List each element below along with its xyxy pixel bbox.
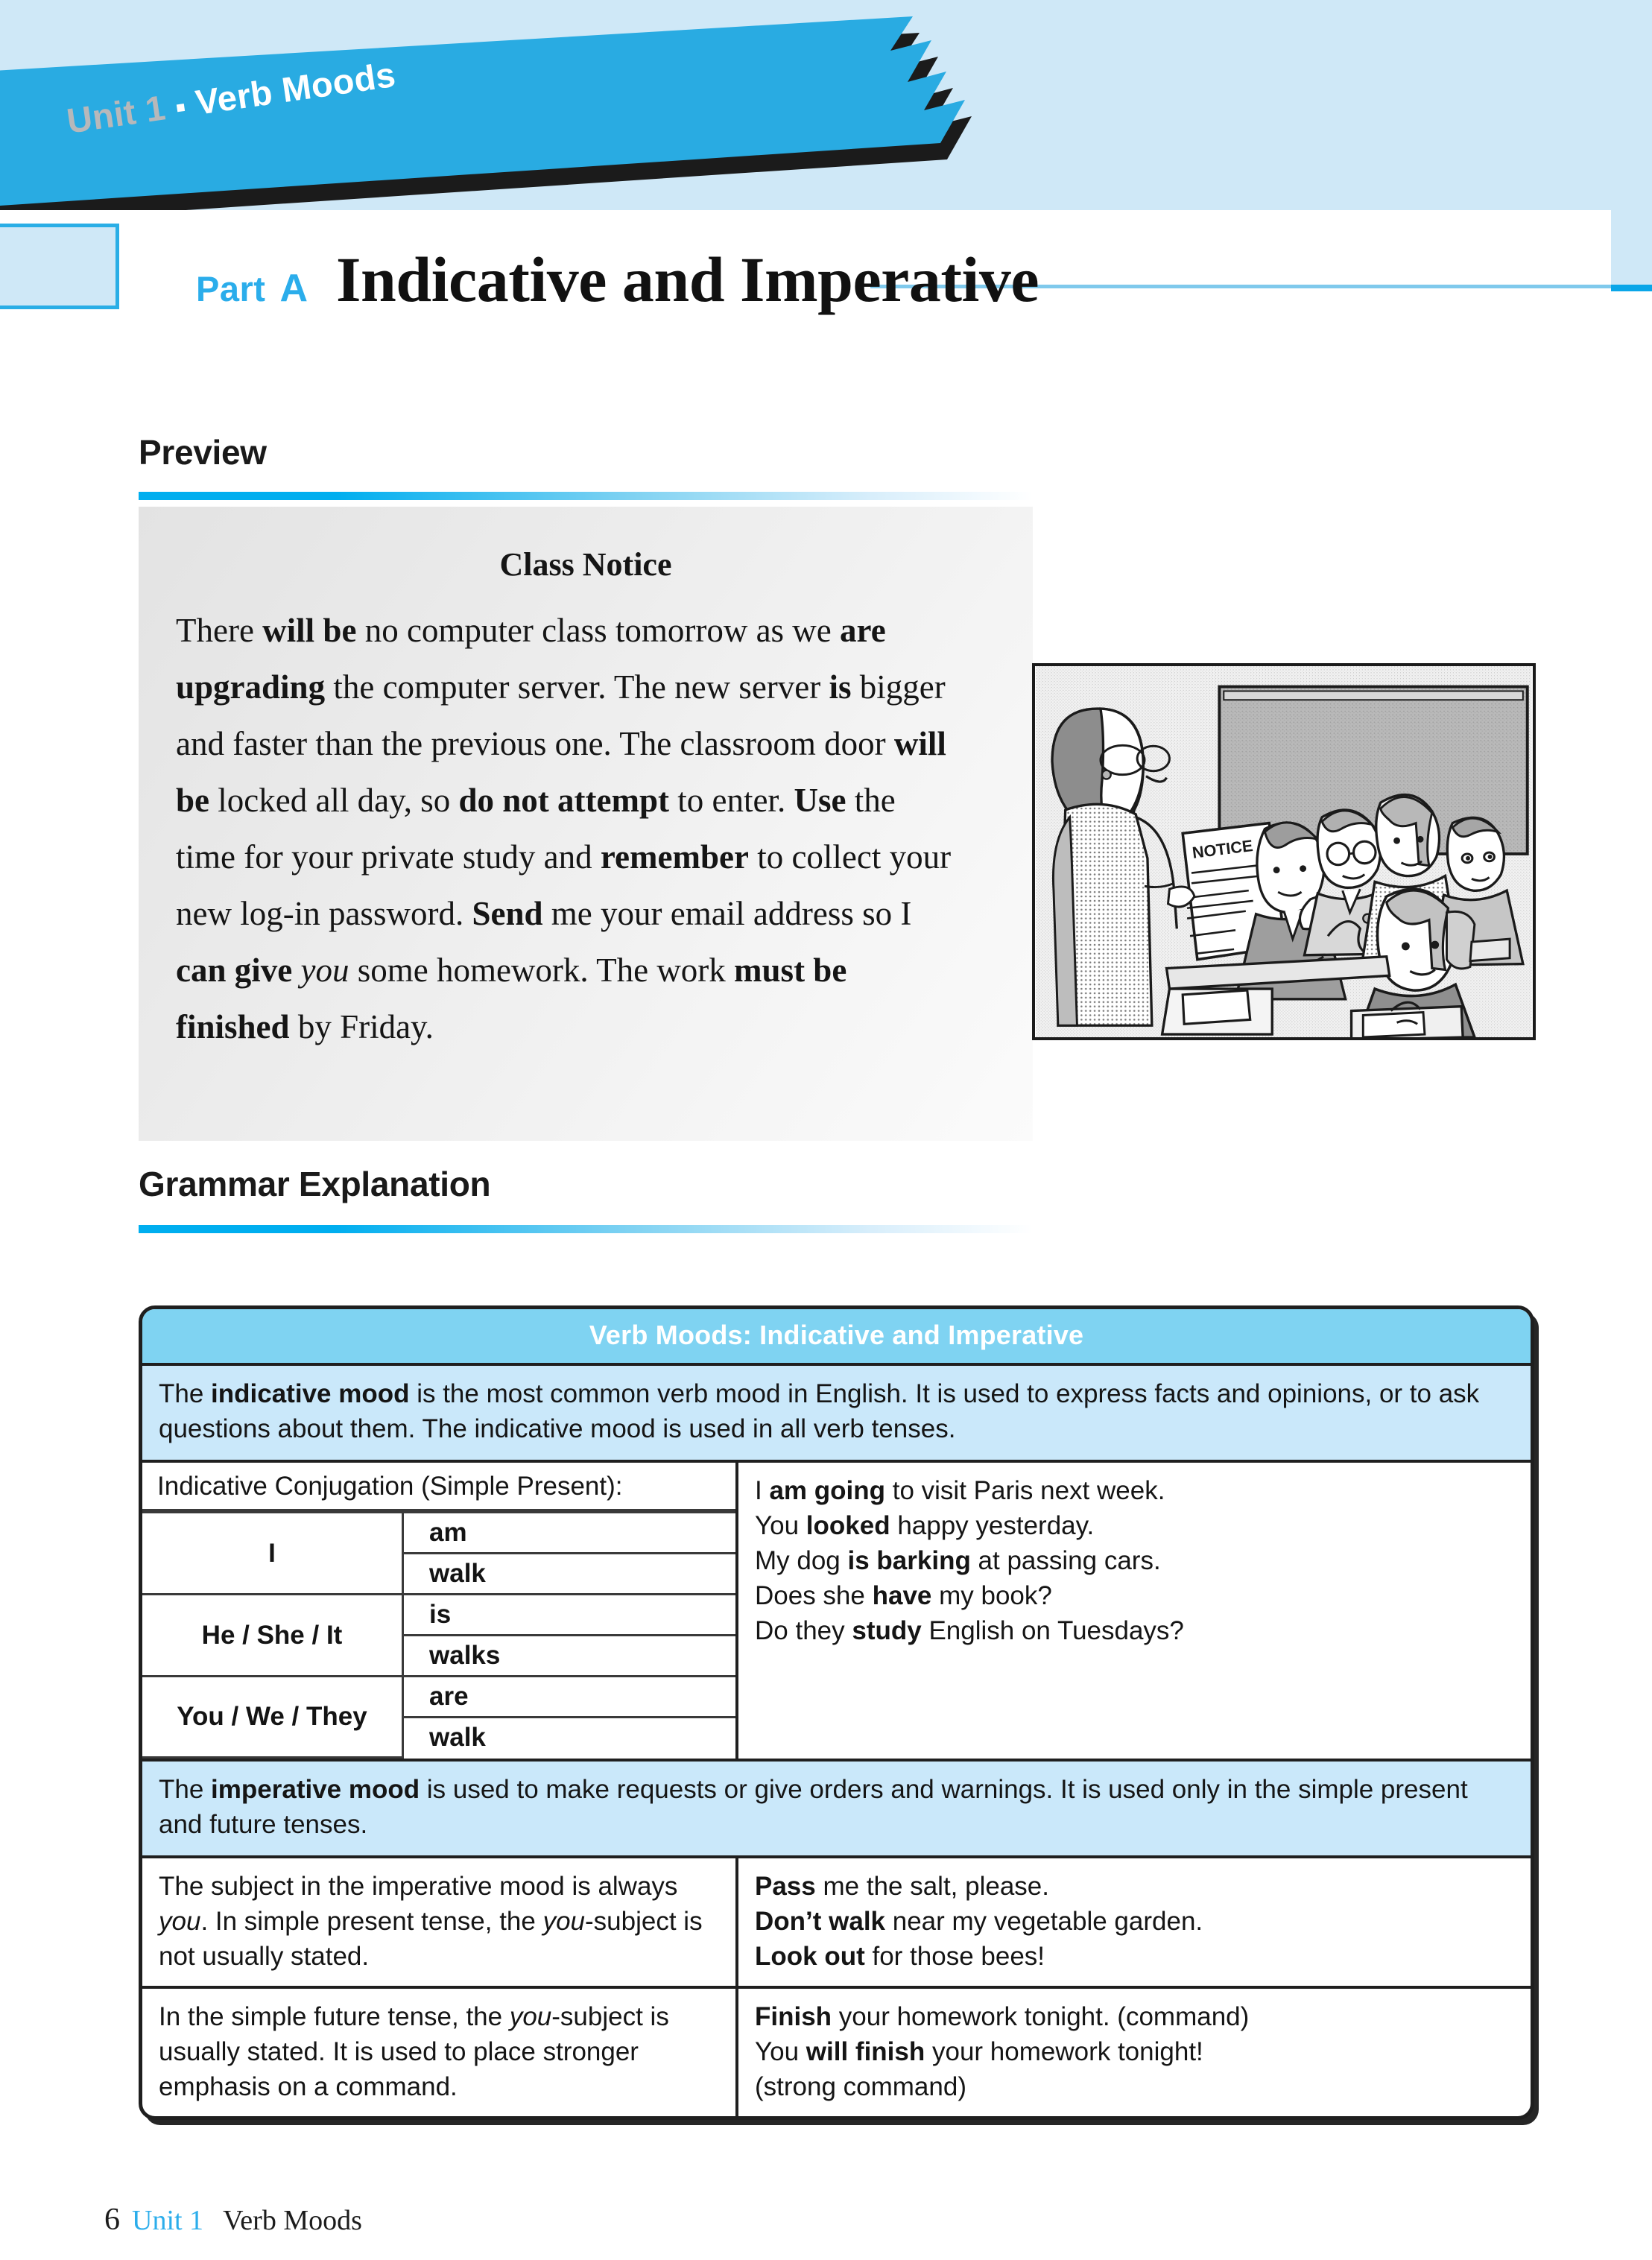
example-line: My dog is barking at passing cars. (755, 1546, 1161, 1575)
page-title: Indicative and Imperative (336, 244, 1039, 315)
part-letter: A (279, 267, 308, 310)
classroom-illustration-drawing (1035, 666, 1533, 1037)
imperative-explanation: In the simple future tense, the you-subject is usually stated. It is used to place stronger emphasis on a command. (142, 1989, 738, 2116)
unit-banner-unit-label: Unit 1 (64, 87, 168, 141)
class-notice-title: Class Notice (499, 546, 672, 583)
conjugation-pronoun: You / We / They (142, 1677, 403, 1758)
preview-heading-rule (139, 492, 1033, 500)
part-heading (196, 242, 1463, 332)
imperative-row-future (142, 1989, 1531, 2116)
unit-banner (0, 0, 1036, 210)
conjugation-pronoun: I (142, 1513, 403, 1595)
conjugation-form: is (403, 1595, 736, 1636)
right-edge-rail (1611, 0, 1652, 285)
conjugation-form: walk (403, 1554, 736, 1595)
grammar-table (139, 1305, 1534, 2120)
unit-banner-separator: ▪ (173, 90, 189, 124)
example-line: Look out for those bees! (755, 1941, 1045, 1971)
preview-panel (139, 507, 1033, 1141)
example-line: You will finish your homework tonight! (755, 2036, 1203, 2066)
footer-unit-name: Verb Moods (223, 2205, 362, 2236)
grammar-table-title: Verb Moods: Indicative and Imperative (142, 1309, 1531, 1366)
example-line: (strong command) (755, 2071, 966, 2101)
example-line: Don’t walk near my vegetable garden. (755, 1906, 1203, 1936)
grammar-heading: Grammar Explanation (139, 1165, 491, 1203)
example-line: I am going to visit Paris next week. (755, 1476, 1165, 1505)
imperative-explanation: The subject in the imperative mood is always you. In simple present tense, the you-subject is not usually stated. (142, 1858, 738, 1986)
imperative-examples-cell (738, 1858, 1531, 1986)
example-line: Does she have my book? (755, 1581, 1052, 1610)
footer-unit-label: Unit 1 (132, 2205, 204, 2236)
conjugation-form: walk (403, 1718, 736, 1758)
part-label: Part (196, 269, 266, 308)
class-notice-body: There will be no computer class tomorrow as we are upgrading the computer server. The new server is bigger and faster than the previous one. The classroom door will be locked all day, so do not attempt to enter. Use the time for your private study and remember to collect your new log-in password. Send me your email address so I can give you some homework. The work must be finished by Friday. (176, 612, 952, 1045)
page-number: 6 (104, 2203, 120, 2237)
classroom-illustration (1032, 663, 1536, 1040)
conjugation-pronoun: He / She / It (142, 1595, 403, 1677)
table-row (142, 1513, 735, 1554)
notice-sign-text: NOTICE (1191, 836, 1254, 862)
grammar-heading-rule (139, 1225, 1033, 1233)
imperative-row-present (142, 1858, 1531, 1989)
page-footer (104, 2202, 362, 2238)
table-row (142, 1595, 735, 1636)
conjugation-form: are (403, 1677, 736, 1718)
page-top-band (0, 0, 1652, 210)
preview-heading: Preview (139, 433, 267, 472)
example-line: Finish your homework tonight. (command) (755, 2001, 1250, 2031)
conjugation-form: am (403, 1513, 736, 1554)
conjugation-caption: Indicative Conjugation (Simple Present): (142, 1463, 735, 1511)
imperative-mood-note: The imperative mood is used to make requests or give orders and warnings. It is used only in the simple present and future tenses. (142, 1762, 1531, 1858)
example-line: Do they study English on Tuesdays? (755, 1616, 1184, 1645)
unit-banner-unit-name: Verb Moods (192, 54, 399, 122)
conjugation-table (142, 1511, 735, 1759)
example-line: You looked happy yesterday. (755, 1511, 1095, 1540)
right-rail-underline (1611, 285, 1652, 291)
indicative-examples-cell (738, 1463, 1531, 1759)
example-line: Pass me the salt, please. (755, 1871, 1049, 1901)
imperative-examples-cell (738, 1989, 1531, 2116)
conjugation-form: walks (403, 1636, 736, 1677)
part-marker-square (0, 224, 119, 309)
indicative-row (142, 1463, 1531, 1762)
indicative-conjugation-cell (142, 1463, 738, 1759)
indicative-mood-note: The indicative mood is the most common verb mood in English. It is used to express facts and opinions, or to ask questions about them. The indicative mood is used in all verb tenses. (142, 1366, 1531, 1463)
table-row (142, 1677, 735, 1718)
